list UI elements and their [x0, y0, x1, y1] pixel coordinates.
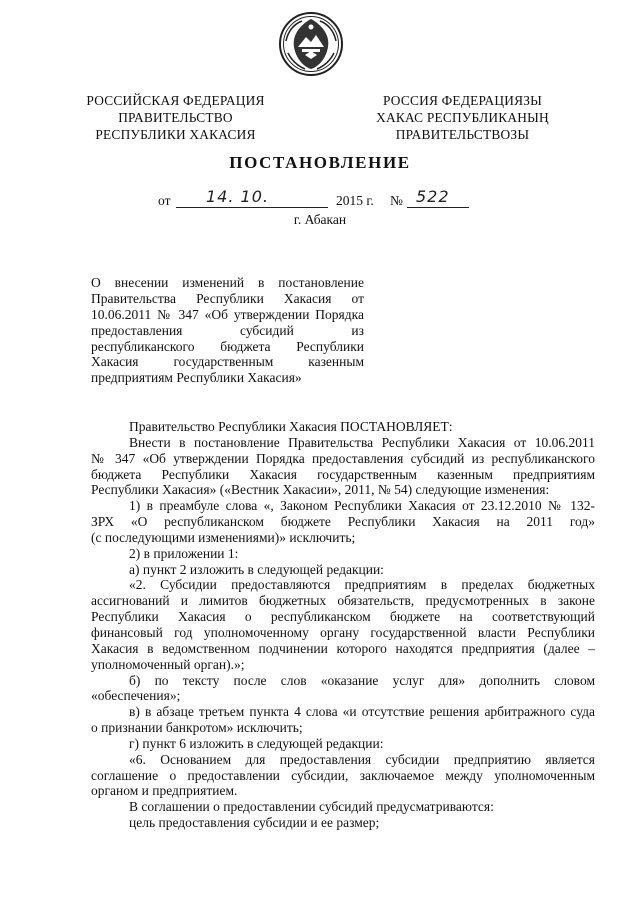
body-line: в) в абзаце третьем пункта 4 слова «и отсутствие решения арбитражного суда	[129, 704, 595, 720]
body-line: Республики Хакасия о республиканском бюджете на соответствующий	[91, 609, 595, 625]
date-handwritten: 14. 10.	[206, 187, 269, 206]
body-line: Хакасия в ведомственном подчинении которого находятся предприятия (далее –	[91, 640, 595, 656]
number-underline	[407, 207, 469, 208]
body-line: Республики Хакасия» («Вестник Хакасии», 2011, № 54) следующие изменения:	[91, 482, 550, 498]
subject-line: О внесении изменений в постановление	[91, 275, 364, 290]
header-left-line: РОССИЙСКАЯ ФЕДЕРАЦИЯ	[86, 93, 265, 108]
date-year: 2015 г.	[336, 193, 374, 208]
body-line: ЗРХ «О республиканском бюджете Республики Хакасия на 2011 год»	[91, 514, 595, 530]
header-right-line: ПРАВИТЕЛЬСТВОЗЫ	[395, 127, 530, 142]
subject-line: предприятиям Республики Хакасия»	[91, 370, 302, 386]
body-line: соглашение о предоставлении субсидии, заключаемое между уполномоченным	[91, 767, 595, 783]
number-label: №	[390, 193, 403, 208]
body-line: «обеспечения»;	[91, 688, 181, 704]
document-subject	[91, 275, 364, 386]
header-right-line: ХАКАС РЕСПУБЛИКАНЫҢ	[376, 110, 549, 125]
body-line: уполномоченный орган).»;	[91, 656, 245, 672]
header-left-line: ПРАВИТЕЛЬСТВО	[118, 110, 233, 125]
subject-line: 10.06.2011 № 347 «Об утверждении Порядка	[91, 306, 364, 322]
body-line: В соглашении о предоставлении субсидий предусматриваются:	[129, 799, 494, 815]
header-left-block	[68, 92, 283, 143]
body-line: ассигнований и лимитов бюджетных обязательств, предусмотренных в законе	[91, 593, 595, 609]
body-line: б) по тексту после слов «оказание услуг для» дополнить словом	[129, 672, 595, 688]
number-handwritten: 522	[416, 187, 450, 206]
body-line: (с последующими изменениями)» исключить;	[91, 529, 356, 545]
header-left-line: РЕСПУБЛИКИ ХАКАСИЯ	[95, 127, 256, 142]
date-underline	[176, 207, 328, 208]
body-line: бюджета Республики Хакасия государственным казенным предприятиям	[91, 466, 595, 482]
subject-line: предоставления субсидий из	[91, 322, 364, 338]
body-line: Внести в постановление Правительства Республики Хакасия от 10.06.2011	[129, 434, 595, 450]
subject-line: республиканского бюджета Республики	[91, 338, 364, 354]
document-title: ПОСТАНОВЛЕНИЕ	[229, 153, 411, 172]
body-line: цель предоставления субсидии и ее размер;	[129, 815, 380, 831]
body-line: № 347 «Об утверждении Порядка предоставления субсидий из республиканского	[91, 450, 595, 466]
body-line: органом и предприятием.	[91, 783, 238, 799]
body-line: 2) в приложении 1:	[129, 545, 239, 561]
document-body	[91, 419, 595, 831]
body-line: «6. Основанием для предоставления субсидии предприятию является	[129, 751, 595, 767]
body-line: Правительство Республики Хакасия ПОСТАНОВЛЯЕТ:	[129, 419, 453, 434]
body-line: «2. Субсидии предоставляются предприятиям в пределах бюджетных	[129, 577, 595, 593]
body-line: г) пункт 6 изложить в следующей редакции:	[129, 735, 384, 751]
body-line: финансовый год уполномоченному органу государственной власти Республики	[91, 624, 595, 640]
header-right-line: РОССИЯ ФЕДЕРАЦИЯЗЫ	[383, 93, 542, 108]
subject-line: Хакасия государственным казенным	[91, 354, 364, 370]
city-label: г. Абакан	[293, 212, 347, 227]
coat-of-arms-emblem	[278, 11, 344, 77]
header-right-block	[355, 92, 570, 143]
date-from-label: от	[158, 193, 171, 208]
subject-line: Правительства Республики Хакасия от	[91, 290, 364, 306]
body-line: а) пункт 2 изложить в следующей редакции:	[129, 561, 384, 577]
body-line: 1) в преамбуле слова «, Законом Республики Хакасия от 23.12.2010 № 132-	[129, 498, 595, 514]
body-line: о признании банкротом» исключить;	[91, 720, 303, 736]
